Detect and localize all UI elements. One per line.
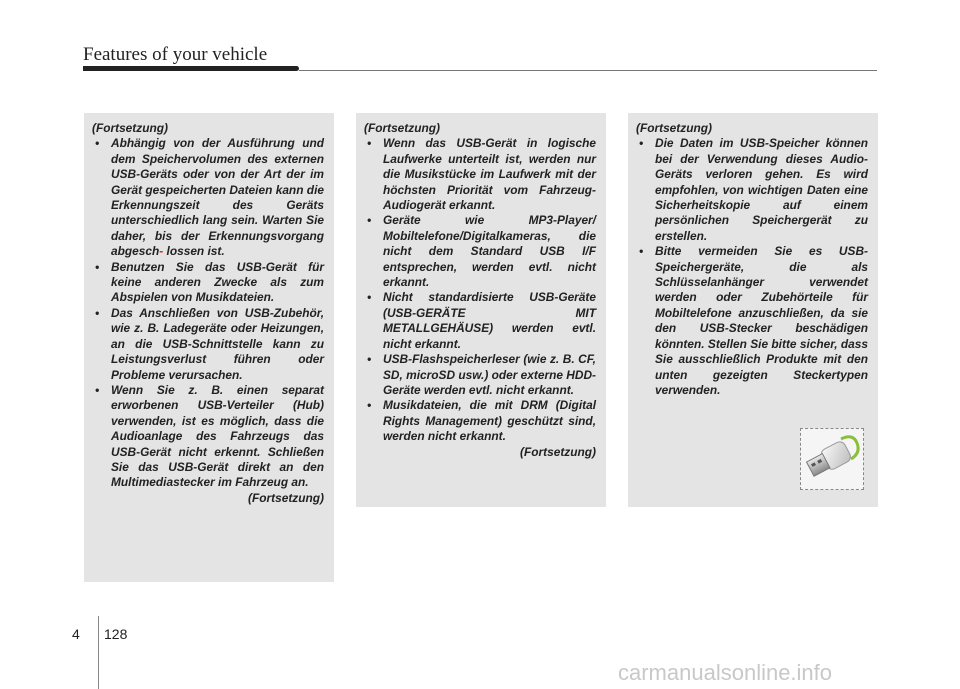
list-item: • Musikdateien, die mit DRM (Digital Rights Management) geschützt sind, werden nicht erkannt. (367, 398, 596, 444)
page-number-divider (98, 616, 99, 689)
continued-label: (Fortsetzung) (92, 121, 168, 135)
continued-label-bottom: (Fortsetzung) (520, 444, 596, 459)
list-item: • Bitte vermeiden Sie es USB-Speichergeräte, die als Schlüsselanhänger verwendet werden oder Zubehörteile für Mobiltelefone anzuschließen, da sie den USB-Stecker beschädigen könnten. Stellen Sie bitte sicher, dass Sie ausschließlich Produkte mit den unten gezeigten Steckertypen verwenden. (639, 244, 868, 397)
continued-label: (Fortsetzung) (364, 121, 440, 135)
hyphen-mark: - (159, 244, 164, 259)
header-rule (299, 70, 877, 71)
list-item: • Abhängig von der Ausführung und dem Speichervolumen des externen USB-Geräts oder von der Art der im Gerät gespeicherten Dateien kann die Erkennungszeit des Geräts unterschiedlich lang sein. Warten Sie daher, bis der Erkennungsvorgang abgesch- lossen ist. (95, 136, 324, 259)
list-item: • Geräte wie MP3-Player/ Mobiltelefone/Digitalkameras, die nicht dem Standard USB I/F entsprechen, werden evtl. nicht erkannt. (367, 213, 596, 290)
list-item: • Benutzen Sie das USB-Gerät für keine anderen Zwecke als zum Abspielen von Musikdateien. (95, 259, 324, 305)
usb-stick-image-frame (800, 428, 864, 490)
watermark-text: carmanualsonline.info (618, 660, 833, 685)
list-item: • Die Daten im USB-Speicher können bei der Verwendung dieses Audio-Geräts verloren gehen. Es wird empfohlen, von wichtigen Daten eine Sicherheitskopie auf einem persönlichen Speichergerät zu erstellen. (639, 136, 868, 243)
chapter-number: 4 (72, 626, 80, 642)
list-item: • Wenn das USB-Gerät in logische Laufwerke unterteilt ist, werden nur die Musikstücke im Laufwerk mit der höchsten Priorität vom Fahrzeug-Audiogerät erkannt. (367, 136, 596, 213)
page-number: 128 (104, 626, 128, 642)
continued-label: (Fortsetzung) (636, 121, 712, 135)
bullet-list (636, 136, 868, 398)
list-item: • Wenn Sie z. B. einen separat erworbenen USB-Verteiler (Hub) verwenden, ist es möglich, dass die Audioanlage des Fahrzeugs das USB-Gerät nicht erkennt. Schließen Sie das USB-Gerät direkt an den Multimediastecker im Fahrzeug an. (95, 382, 324, 490)
list-item: • Nicht standardisierte USB-Geräte (USB-GERÄTE MIT METALLGEHÄUSE) werden evtl. nicht erkannt. (367, 290, 596, 351)
list-item: • USB-Flashspeicherleser (wie z. B. CF, SD, microSD usw.) oder externe HDD-Geräte werden evtl. nicht erkannt. (367, 352, 596, 397)
bullet-list (92, 136, 324, 490)
header-bar (83, 66, 299, 71)
continued-label-bottom: (Fortsetzung) (248, 490, 324, 505)
info-column-1 (84, 113, 334, 582)
bullet-list (364, 136, 596, 444)
info-column-2 (356, 113, 606, 507)
usb-stick-icon (801, 429, 863, 489)
list-item: • Das Anschließen von USB-Zubehör, wie z. B. Ladegeräte oder Heizungen, an die USB-Schnittstelle kann zu Leistungsverlust führen oder Probleme verursachen. (95, 305, 324, 382)
page-header-title: Features of your vehicle (83, 44, 268, 65)
